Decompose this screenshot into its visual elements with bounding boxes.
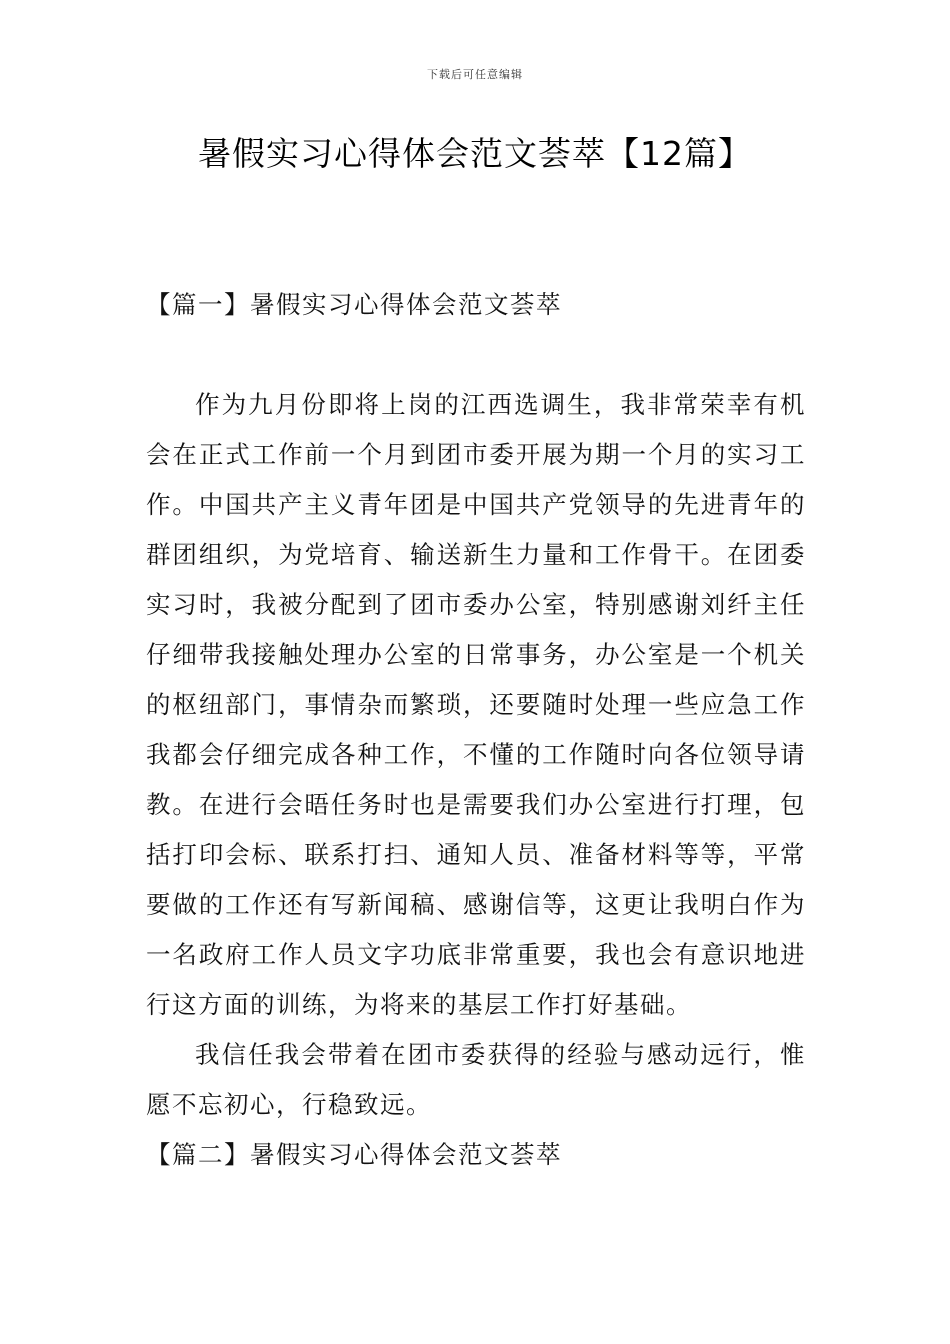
document-title: 暑假实习心得体会范文荟萃【12篇】 [198, 134, 752, 173]
spacer [146, 330, 806, 380]
document-body [146, 280, 806, 1180]
section-heading-1: 【篇一】暑假实习心得体会范文荟萃 [146, 290, 562, 319]
paragraph: 我信任我会带着在团市委获得的经验与感动远行，惟愿不忘初心，行稳致远。 [146, 1040, 806, 1119]
section-heading-2: 【篇二】暑假实习心得体会范文荟萃 [146, 1140, 562, 1169]
paragraph: 作为九月份即将上岗的江西选调生，我非常荣幸有机会在正式工作前一个月到团市委开展为期一个月的实习工作。中国共产主义青年团是中国共产党领导的先进青年的群团组织，为党培育、输送新生力量和工作骨干。在团委实习时，我被分配到了团市委办公室，特别感谢刘纤主任仔细带我接触处理办公室的日常事务，办公室是一个机关的枢纽部门，事情杂而繁琐，还要随时处理一些应急工作我都会仔细完成各种工作，不懂的工作随时向各位领导请教。在进行会晤任务时也是需要我们办公室进行打理，包括打印会标、联系打扫、通知人员、准备材料等等，平常要做的工作还有写新闻稿、感谢信等，这更让我明白作为一名政府工作人员文字功底非常重要，我也会有意识地进行这方面的训练，为将来的基层工作打好基础。 [146, 390, 806, 1019]
header-note: 下载后可任意编辑 [427, 68, 523, 81]
